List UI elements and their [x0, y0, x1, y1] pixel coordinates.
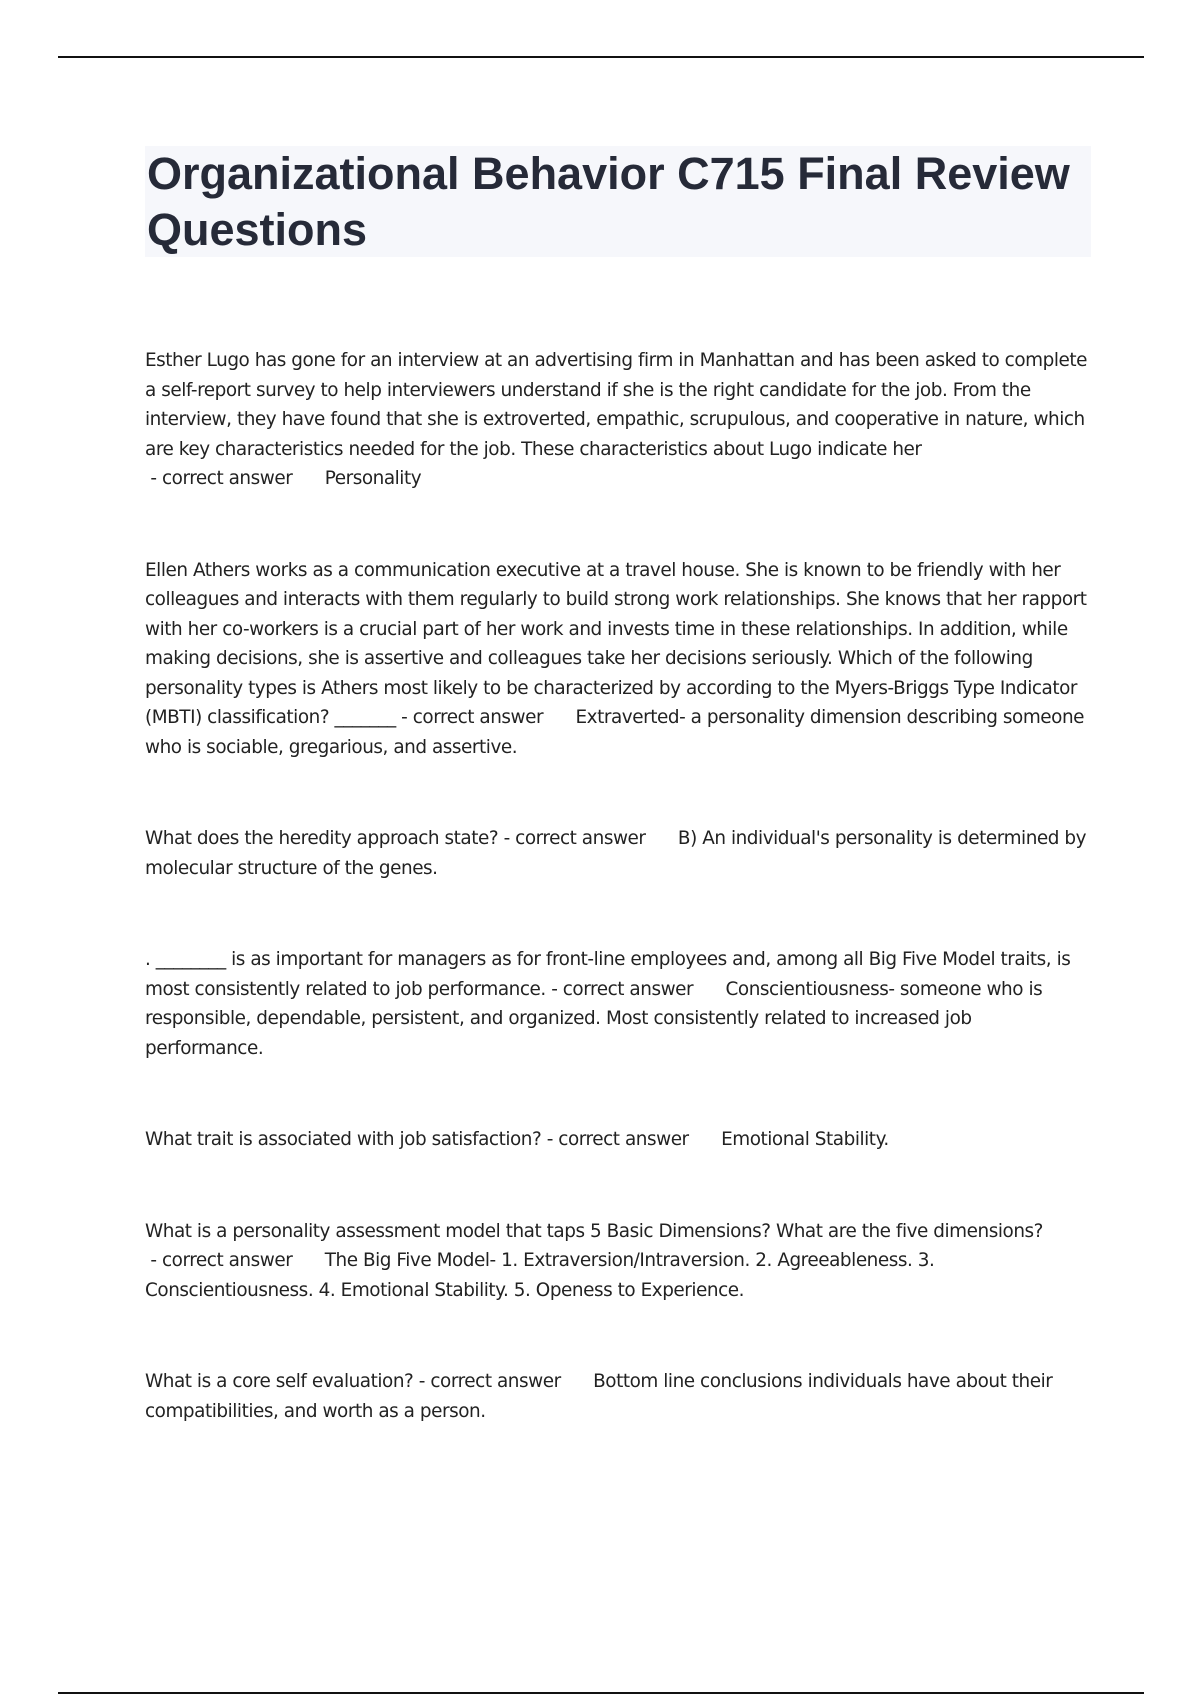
answer-text: Emotional Stability.	[721, 1129, 889, 1150]
answer-separator: - correct answer	[541, 1129, 695, 1150]
answer-separator: - correct answer	[145, 468, 298, 489]
question-text: What is a core self evaluation?	[145, 1371, 414, 1392]
answer-text: Extraverted- a personality dimension describing someone who is sociable, gregarious, and assertive.	[145, 707, 1085, 758]
question-list	[145, 346, 1095, 1488]
answer-text: B) An individual's personality is determined by molecular structure of the genes.	[145, 828, 1087, 879]
answer-separator: - correct answer	[413, 1371, 567, 1392]
answer-separator: - correct answer	[145, 1250, 298, 1271]
question-text: Esther Lugo has gone for an interview at an advertising firm in Manhattan and has been asked to complete a self-report survey to help interviewers understand if she is the right candidate for the job. From the interview, they have found that she is extroverted, empathic, scrupulous, and cooperative in nature, which are key characteristics needed for the job. These characteristics about Lugo indicate her	[145, 350, 1087, 460]
qa-item	[145, 346, 1095, 494]
title-block	[145, 146, 1091, 257]
qa-item	[145, 556, 1095, 763]
qa-item	[145, 1217, 1095, 1306]
qa-item	[145, 945, 1095, 1063]
bottom-rule	[58, 1692, 1144, 1694]
question-text: . ________ is as important for managers as for front-line employees and, among all Big Five Model traits, is most consistently related to job performance.	[145, 949, 1071, 1000]
qa-item	[145, 824, 1095, 883]
qa-item	[145, 1125, 1095, 1155]
question-text: Ellen Athers works as a communication executive at a travel house. She is known to be friendly with her colleagues and interacts with them regularly to build strong work relationships. She knows that her rapport with her co-workers is a crucial part of her work and invests time in these relationships. In addition, while making decisions, she is assertive and colleagues take her decisions seriously. Which of the following personality types is Athers most likely to be characterized by according to the Myers-Briggs Type Indicator (MBTI) classification? _______	[145, 559, 1087, 728]
answer-text: Bottom line conclusions individuals have about their compatibilities, and worth as a person.	[145, 1371, 1053, 1422]
answer-text: Personality	[324, 468, 422, 489]
answer-separator: - correct answer	[395, 707, 549, 728]
answer-separator: - correct answer	[498, 828, 651, 849]
page-title: Organizational Behavior C715 Final Review Questions	[147, 148, 1070, 255]
answer-text: Conscientiousness- someone who is responsible, dependable, persistent, and organized. Most consistently related to increased job performance.	[145, 978, 1043, 1059]
answer-text: The Big Five Model- 1. Extraversion/Intraversion. 2. Agreeableness. 3. Conscientiousness. 4. Emotional Stability. 5. Openess to Experience.	[145, 1250, 935, 1301]
question-text: What trait is associated with job satisfaction?	[145, 1129, 542, 1150]
question-text: What does the heredity approach state?	[145, 828, 499, 849]
question-text: What is a personality assessment model that taps 5 Basic Dimensions? What are the five dimensions?	[145, 1220, 1043, 1242]
qa-item	[145, 1367, 1095, 1426]
answer-separator: - correct answer	[545, 978, 699, 1000]
top-rule	[58, 56, 1144, 58]
